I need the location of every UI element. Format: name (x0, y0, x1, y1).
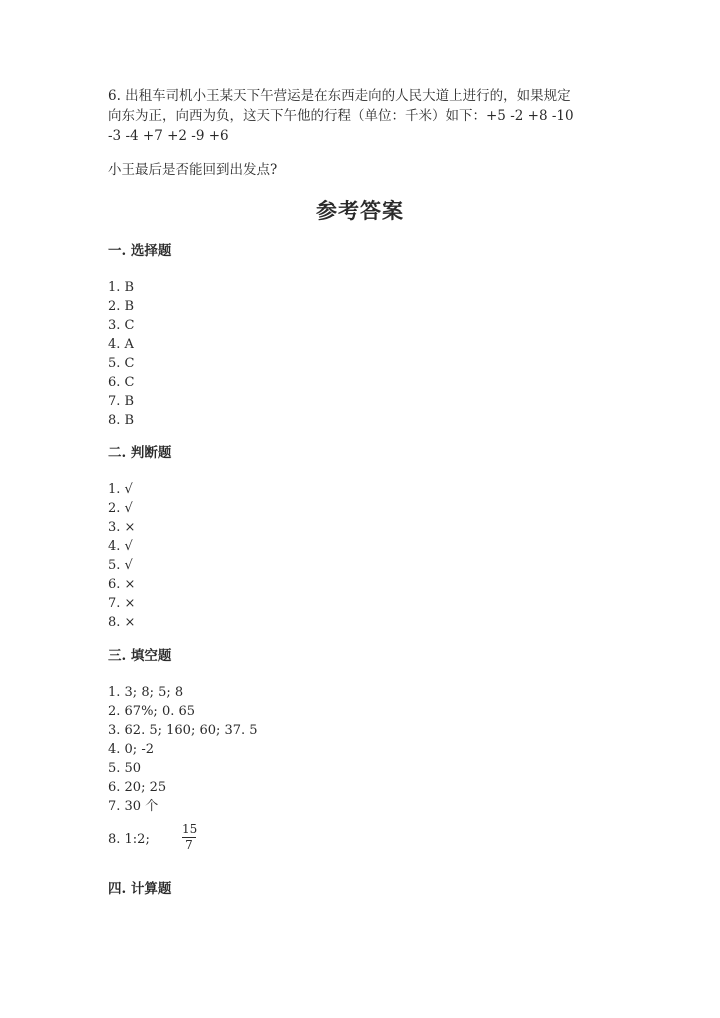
answer-title: 参考答案 (316, 198, 404, 223)
problem-line-2: 向东为正，向西为负，这天下午他的行程（单位：千米）如下：+5 -2 +8 -10 (108, 108, 574, 124)
list-item: 4. 0; -2 (108, 742, 154, 757)
list-item: 6. 20; 25 (108, 780, 167, 795)
list-item: 5. C (108, 356, 135, 371)
fraction-numerator: 15 (182, 822, 198, 836)
list-item: 7. × (108, 596, 136, 611)
list-item: 1. √ (108, 482, 133, 497)
list-item: 7. B (108, 394, 135, 409)
section-title-fill: 三. 填空题 (108, 648, 172, 664)
list-item: 1. 3; 8; 5; 8 (108, 685, 184, 700)
judge-answer-list (108, 480, 135, 632)
list-item: 3. 62. 5; 160; 60; 37. 5 (108, 723, 258, 738)
section-title-calc: 四. 计算题 (108, 881, 172, 897)
list-item: 6. × (108, 577, 136, 592)
problem-line-1: 6. 出租车司机小王某天下午营运是在东西走向的人民大道上进行的，如果规定 (108, 88, 571, 104)
list-item: 1. B (108, 280, 135, 295)
list-item: 8. × (108, 615, 136, 630)
problem-line-3: -3 -4 +7 +2 -9 +6 (108, 128, 229, 144)
list-item: 7. 30 个 (108, 799, 159, 814)
fraction (182, 822, 196, 853)
list-item: 8. B (108, 413, 135, 428)
list-item: 2. B (108, 299, 135, 314)
choice-answer-list (108, 278, 134, 430)
section-title-judge: 二. 判断题 (108, 445, 172, 461)
section-title-choice: 一. 选择题 (108, 243, 172, 259)
problem-6 (108, 86, 608, 146)
fill-item-8-prefix: 8. 1:2; (108, 832, 150, 847)
fill-answer-list (108, 683, 258, 816)
fraction-denominator: 7 (185, 838, 193, 852)
list-item: 2. √ (108, 501, 133, 516)
list-item: 2. 67%; 0. 65 (108, 704, 196, 719)
list-item: 5. √ (108, 558, 133, 573)
problem-6-question: 小王最后是否能回到出发点? (108, 162, 278, 178)
list-item: 4. √ (108, 539, 133, 554)
list-item: 3. C (108, 318, 135, 333)
list-item: 5. 50 (108, 761, 142, 776)
list-item: 6. C (108, 375, 135, 390)
list-item: 4. A (108, 337, 134, 352)
list-item: 3. × (108, 520, 136, 535)
